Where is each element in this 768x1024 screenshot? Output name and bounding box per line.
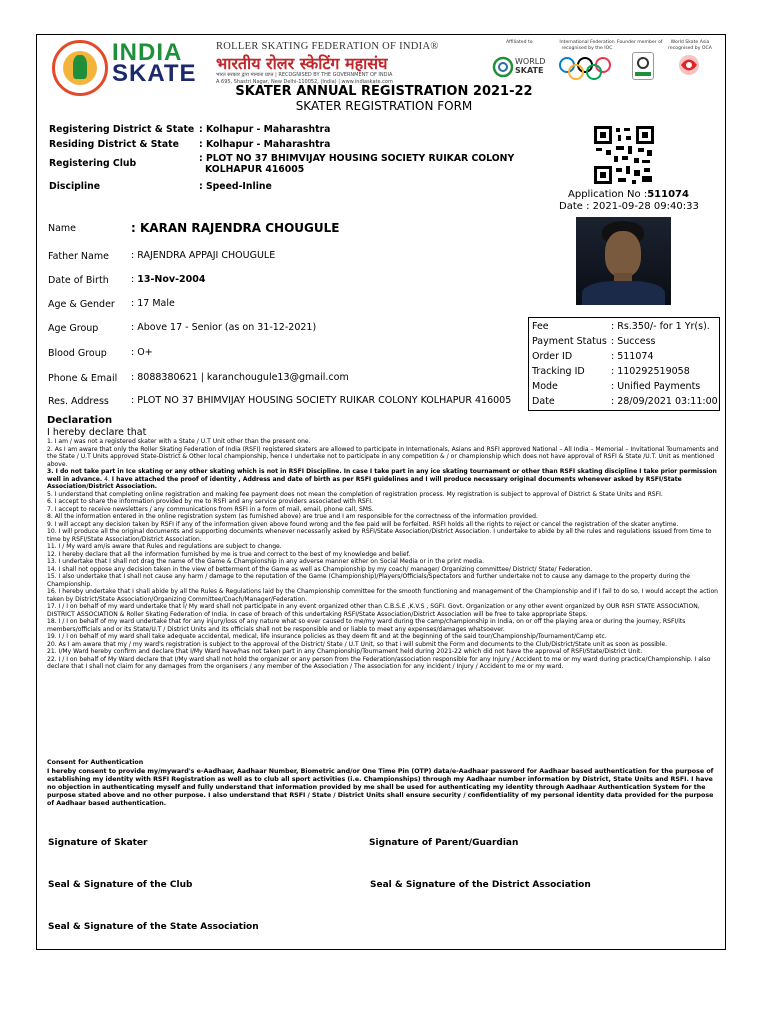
payment-mode-value: : Unified Payments [611,381,701,392]
residing-district-label: Residing District & State [49,139,179,150]
declaration-item: 14. I shall not oppose any decision taken in the view of betterment of the Game as well as Championship by my coach/ manager/ Organizing committee/ District/ State/ Federation. [47,565,593,573]
registering-district-label: Registering District & State [49,124,195,135]
declaration-item: 17. I / I on behalf of my ward undertake that I/ My ward shall not participate in any event organized other than C.B.S.E ,K.V.S , SGFI. Govt. Organization or any other event organized by OUR RSFI STATE ASSOCIATION, DISTRICT ASSOCIATION & Roller Skating Federation of India. In case of breach of this undertaking RSFI/State Association/District Association will be free to take appropriate Steps. [47,603,700,618]
oca-emblem-icon [676,52,702,78]
declaration-item: 11. I / My ward am/is aware that Rules and regulations are subject to change. [47,543,282,550]
form-subtitle: SKATER REGISTRATION FORM [295,99,473,113]
declaration-item: 18. I / I on behalf of my ward undertake that for any injury/loss of any nature what so ever caused to me/my ward during the camp/championship in India, on or off the playing area or during the journey, RSFI/its members/officials and or its State/U.T / District Units and its officials shall not be responsible and or liable to meet any expenses/damages whatsoever. [47,618,686,633]
district-seal-label: Seal & Signature of the District Association [370,880,591,890]
discipline-value: : Speed-Inline [199,181,272,192]
declaration-item: 10. I will produce all the original documents and supporting documents whenever necessarily asked by RSFI/State Association/District Association. I undertake to abide by all the rules and regulations issued from time to time by RSFI/State Association/District Association. [47,528,712,543]
declaration-item: 22. I / I on behalf of My Ward declare that I/My ward shall not hold the organizer or any person from the Federation/association responsible for any Injury / Accident to me or my ward during practice/Championship. I also declare that I shall not claim for any damages from the organisers / any member of the Association / The association for any incident / Injury / Accident to me or my ward. [47,655,711,670]
world-skate-logo: WORLD SKATE [492,54,548,80]
declaration-item: 13. I undertake that I shall not drag the name of the Game & Championship in any adverse manner either on Social Media or in the print media. [47,558,485,565]
parent-signature-label: Signature of Parent/Guardian [369,838,519,848]
father-name-value: : RAJENDRA APPAJI CHOUGULE [131,250,276,261]
father-name-label: Father Name [48,251,109,262]
declaration-item: 7. I accept to receive newsletters / any communications from RSFI in a form of mail, email, phone call, SMS. [47,505,374,513]
form-title: SKATER ANNUAL REGISTRATION 2021-22 [235,84,533,99]
age-gender-label: Age & Gender [48,299,115,310]
declaration-item: 2. As I am aware that only the Roller Skating Federation of India (RSFI) registered skaters are allowed to participate in Internationals, Asians and RSFI approved National – All India – Memorial – Invitational Tournaments and the State / U.T Units approved State-District & Other local championship, hence I undertake not to participate in any competition & / or championship which does not have approval of RSFI & State /U.T. Unit as mentioned above. [47,445,719,468]
payment-fee-label: Fee [532,321,549,332]
declaration-item: 12. I hereby declare that all the information furnished by me is true and correct to the best of my knowledge and belief. [47,550,411,558]
residing-district-value: : Kolhapur - Maharashtra [199,139,331,150]
blood-group-value: : O+ [131,347,153,358]
club-seal-label: Seal & Signature of the Club [48,880,193,890]
order-id-label: Order ID [532,351,573,362]
registering-club-value-line2: KOLHAPUR 416005 [205,164,305,175]
phone-email-value: : 8088380621 | karanchougule13@gmail.com [131,372,349,383]
age-group-label: Age Group [48,323,99,334]
tracking-id-value: : 110292519058 [611,366,690,377]
declaration-item: 15. I also undertake that I shall not cause any harm / damage to the reputation of the Game (Championship)/Players/Officials/Spectators and further undertake not to cause any damage to the property during the Championship. [47,573,691,588]
declaration-item: 21. I/My Ward hereby confirm and declare that I/My Ward have/has not taken part in any Championship/Tournament held during 2021-22 which did not have the approval of RSFI/State/District Unit. [47,648,643,655]
payment-status-label: Payment Status [532,336,607,347]
discipline-label: Discipline [49,181,101,192]
declaration-item: 3. I do not take part in Ice skating or any other skating which is not in RSFI Discipline. In case I take part in any ice skating tournament or other than RSFI skating discipline I take prior permission well in advance. 4. I have attached the proof of identity , Address and date of birth as per RSFI guidelines and I will produce necessary original documents whenever asked by RSFI/State Association/District Association. [47,468,717,490]
federation-name: ROLLER SKATING FEDERATION OF INDIA® [216,41,439,52]
registering-district-value: : Kolhapur - Maharashtra [199,124,331,135]
declaration-item: 19. I / I on behalf of my ward shall take adequate accidental, medical, life insurance policies as they deem fit and at the beginning of the said tour/Championship/Tournament/Camp etc. [47,633,607,640]
payment-status-value: : Success [611,336,656,347]
skater-signature-label: Signature of Skater [48,838,148,848]
dob-value: : 13-Nov-2004 [131,274,206,285]
olympic-rings-icon [558,56,614,80]
declaration-item: 8. All the information entered in the online registration system (as furnished above) are true and I am responsible for the correctness of the information provided. [47,513,538,520]
india-skate-logo: INDIA SKATE [112,39,197,87]
declaration-item: 20. As I am aware that my / my ward's registration is subject to the approval of the District/ State / U.T Unit, so that i will submit the Form and documents to the Club/District/State unit as soon as possible. [47,640,668,648]
name-label: Name [48,223,77,234]
world-skate-asia-icon [632,52,654,80]
payment-mode-label: Mode [532,381,558,392]
declaration-item: 16. I hereby undertake that I shall abide by all the Rules & Regulations laid by the Championship committee for the smooth functioning and management of the Championship and if I fail to do so, I would accept the action taken by District/State Association/Organizing Committee/Coach/Manager/Federation. [47,588,718,603]
tracking-id-label: Tracking ID [532,366,585,377]
declaration-item: 9. I will accept any decision taken by RSFI if any of the information given above found wrong and the fee paid will be forfeited. RSFI holds all the rights to reject or cancel the registration of the skater anytime. [47,520,679,528]
application-number: Application No :511074 [568,189,689,200]
consent-heading: Consent for Authentication [47,759,144,766]
federation-recognition: भारत सरकार द्वारा मान्यता प्राप्त | RECOGNISED BY THE GOVERNMENT OF INDIA [216,72,393,78]
declaration-item: 6. I accept to share the information provided by me to RSFI and any service providers associated with RSFI. [47,498,373,505]
skater-photo [576,217,671,305]
blood-group-label: Blood Group [48,348,107,359]
affiliated-caption: Affiliated to [506,40,533,45]
payment-date-label: Date [532,396,555,407]
phone-email-label: Phone & Email [48,373,118,384]
address-value: : PLOT NO 37 BHIMVIJAY HOUSING SOCIETY RUIKAR COLONY KOLHAPUR 416005 [131,395,512,406]
age-group-value: : Above 17 - Senior (as on 31-12-2021) [131,322,317,333]
name-value: : KARAN RAJENDRA CHOUGULE [131,221,340,235]
federation-name-hindi: भारतीय रोलर स्केटिंग महासंघ [216,54,388,73]
payment-fee-value: : Rs.350/- for 1 Yr(s). [611,321,710,332]
ioc-caption: International Federation recognised by the IOC [559,40,615,51]
registering-club-label: Registering Club [49,158,137,169]
declaration-text [47,438,721,671]
registering-club-value-line1: : PLOT NO 37 BHIMVIJAY HOUSING SOCIETY RUIKAR COLONY [199,153,515,164]
payment-date-value: : 28/09/2021 03:11:00 [611,396,718,407]
declaration-item: 5. I understand that completing online registration and making fee payment does not mean the completion of registration process. My registration is subject to approval of District & State Units and RSFI. [47,490,663,498]
dob-label: Date of Birth [48,275,109,286]
address-label: Res. Address [48,396,109,407]
qr-code-icon [594,126,654,184]
founder-caption: Founder member of [617,40,663,45]
declaration-heading: Declaration [47,415,113,426]
declaration-item: 1. I am / was not a registered skater with a State / U.T Unit other than the present one. [47,438,311,445]
order-id-value: : 511074 [611,351,654,362]
state-seal-label: Seal & Signature of the State Association [48,922,259,932]
consent-text: I hereby consent to provide my/myward's e-Aadhaar, Aadhaar Number, Biometric and/or One Time Pin (OTP) data/e-Aadhaar password for Aadhaar based authentication for the purpose of establishing my identity with RSFI Registration as well as to club all sport activities (i.e. Championships) through my Aadhaar number information by District, State Units and RSFI. I have no objection in authenticating myself and fully understand that information provided by me shall be used for authenticating my identity through Aadhaar Authentication System for the purpose stated above and no other purpose. I also understand that RSFI / State / District Units shall ensure security / confidentiality of my personal identity data provided for the purpose of Aadhaar based authentication. [47,768,714,807]
asia-caption: World Skate Asia recognised by OCA [668,40,712,51]
federation-address: A 695, Shastri Nagar, New Delhi-110052, (India) | www.indiaskate.com [216,79,393,85]
declaration-intro: I hereby declare that [47,427,147,438]
age-gender-value: : 17 Male [131,298,175,309]
application-date: Date : 2021-09-28 09:40:33 [559,201,699,212]
